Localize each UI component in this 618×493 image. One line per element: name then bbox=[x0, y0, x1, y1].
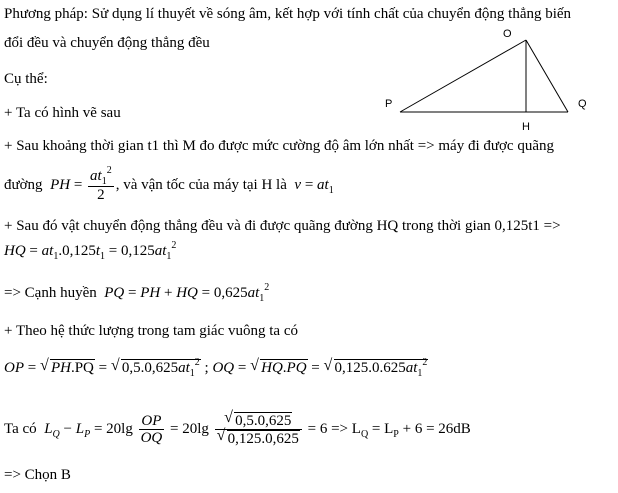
step4-formula: => Cạnh huyền PQ = PH + HQ = $0,625at_1^2$ bbox=[4, 282, 270, 304]
triangle-figure bbox=[380, 28, 600, 138]
intro-line-2: đổi đều và chuyển động thẳng đều bbox=[4, 35, 210, 51]
step2-formula: đường PH = $\frac{at_1^2}{2}$ , và vận tốc của máy tại H là $v = at_1$ bbox=[4, 165, 334, 203]
step3-text: + Sau đó vật chuyển động thẳng đều và đi được quãng đường HQ trong thời gian 0,125t1 => bbox=[4, 218, 561, 234]
intro-line-1: Phương pháp: Sử dụng lí thuyết về sóng âm, kết hợp với tính chất của chuyển động thẳng biến bbox=[4, 6, 572, 22]
label-H: H bbox=[522, 121, 530, 133]
step3-formula: HQ = $at_1.0,125t_1 = 0,125at_1^2$ bbox=[4, 240, 177, 262]
label-Q: Q bbox=[578, 98, 587, 110]
cu-the-label: Cụ thể: bbox=[4, 71, 48, 87]
step2-text: + Sau khoảng thời gian t1 thì M đo được mức cường độ âm lớn nhất => máy đi được quãng bbox=[4, 138, 554, 154]
conclusion: => Chọn B bbox=[4, 467, 71, 483]
step5-formula: OP = √ PH.PQ = √ $0,5.0,625at_1^2$ ; OQ = √ HQ.PQ = √ $0,125.0.625at_1^2$ bbox=[4, 357, 428, 379]
step6-formula: Ta có $L_Q - L_P = 20\lg$ $\frac{OP}{OQ}$ = 20lg √ 0,5.0,625 √ 0,125.0,625 = $6 => L_Q = L_P + 6 = 26dB$ bbox=[4, 409, 471, 447]
step5-text: + Theo hệ thức lượng trong tam giác vuông ta có bbox=[4, 323, 298, 339]
figure-step-text: + Ta có hình vẽ sau bbox=[4, 105, 121, 121]
label-O: O bbox=[503, 28, 512, 40]
label-P: P bbox=[385, 98, 393, 110]
